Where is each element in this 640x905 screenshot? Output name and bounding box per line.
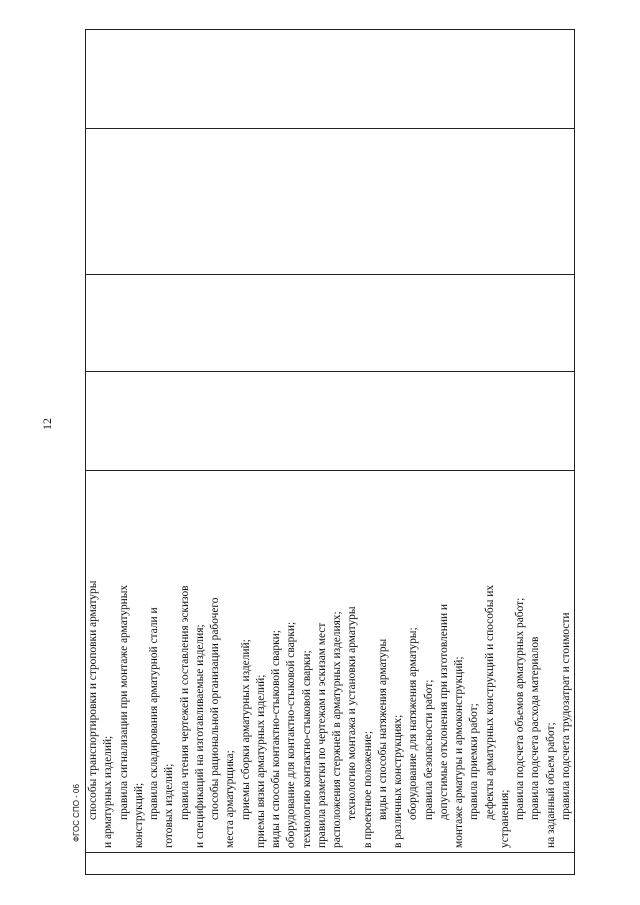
content-line: правила подсчета расхода материалов [529,636,542,820]
content-line: правила приемки работ; [468,703,481,820]
content-line: допустимые отклонения при изготовлении и [437,603,450,820]
content-line: в проектное положение; [361,730,374,848]
content-line: правила сигнализации при монтаже арматурных [117,584,130,820]
content-line: устранения; [498,789,511,848]
table-cell-empty [86,372,575,471]
content-line: приемы вязки арматурных изделий; [254,674,267,848]
content-line: правила подсчета объемов арматурных работ; [514,597,526,820]
table-cell-content [86,471,575,853]
content-lines [86,471,574,852]
content-line: в различных конструкциях; [392,714,404,848]
table-cell-empty [86,275,575,372]
content-line: правила складирования арматурной стали и [148,607,160,820]
content-line: способы рациональной организации рабочего [209,597,221,820]
content-line: места арматурщика; [224,750,237,848]
content-line: готовых изделий; [163,763,176,848]
content-line: виды и способы контактно-стыковой сварки; [270,630,282,848]
content-line: технологию монтажа и установки арматуры [346,606,359,820]
content-line: правила безопасности работ; [422,679,435,820]
content-line: способы транспортировки и строповки арматуры [87,580,99,820]
content-line: и спецификаций на изготавливаемые изделия; [193,624,206,848]
content-line: виды и способы натяжения арматуры [376,638,389,820]
content-line: правила разметки по чертежам и эскизам мест [315,622,328,848]
content-line: оборудование для контактно-стыковой сварки; [285,621,298,848]
table-cell-empty [86,129,575,275]
content-line: дефекты арматурных конструкций и способы их [483,584,496,820]
content-line: правила подсчета трудозатрат и стоимости [559,612,572,820]
content-line: монтаже арматуры и армоконструкций; [453,656,465,848]
content-line: оборудование для натяжения арматуры; [407,627,420,820]
content-line: и арматурных изделий; [102,735,115,848]
table-row [86,30,575,875]
content-line: приемы сборки арматурных изделий; [239,639,252,820]
table-cell-empty [86,30,575,129]
footer-label: ФГОС СПО - 06 [72,784,81,842]
content-line: на заданный объем работ; [544,722,557,848]
content-line: правила чтения чертежей и составления эскизов [178,585,191,820]
content-line: расположения стержней в арматурных изделиях; [331,611,343,848]
table-cell-index [86,853,575,875]
page-number: 12 [40,418,54,430]
content-line: конструкций; [132,782,145,848]
standards-table [85,29,575,875]
content-line: технологию контактно-стыковой сварки; [300,650,313,848]
